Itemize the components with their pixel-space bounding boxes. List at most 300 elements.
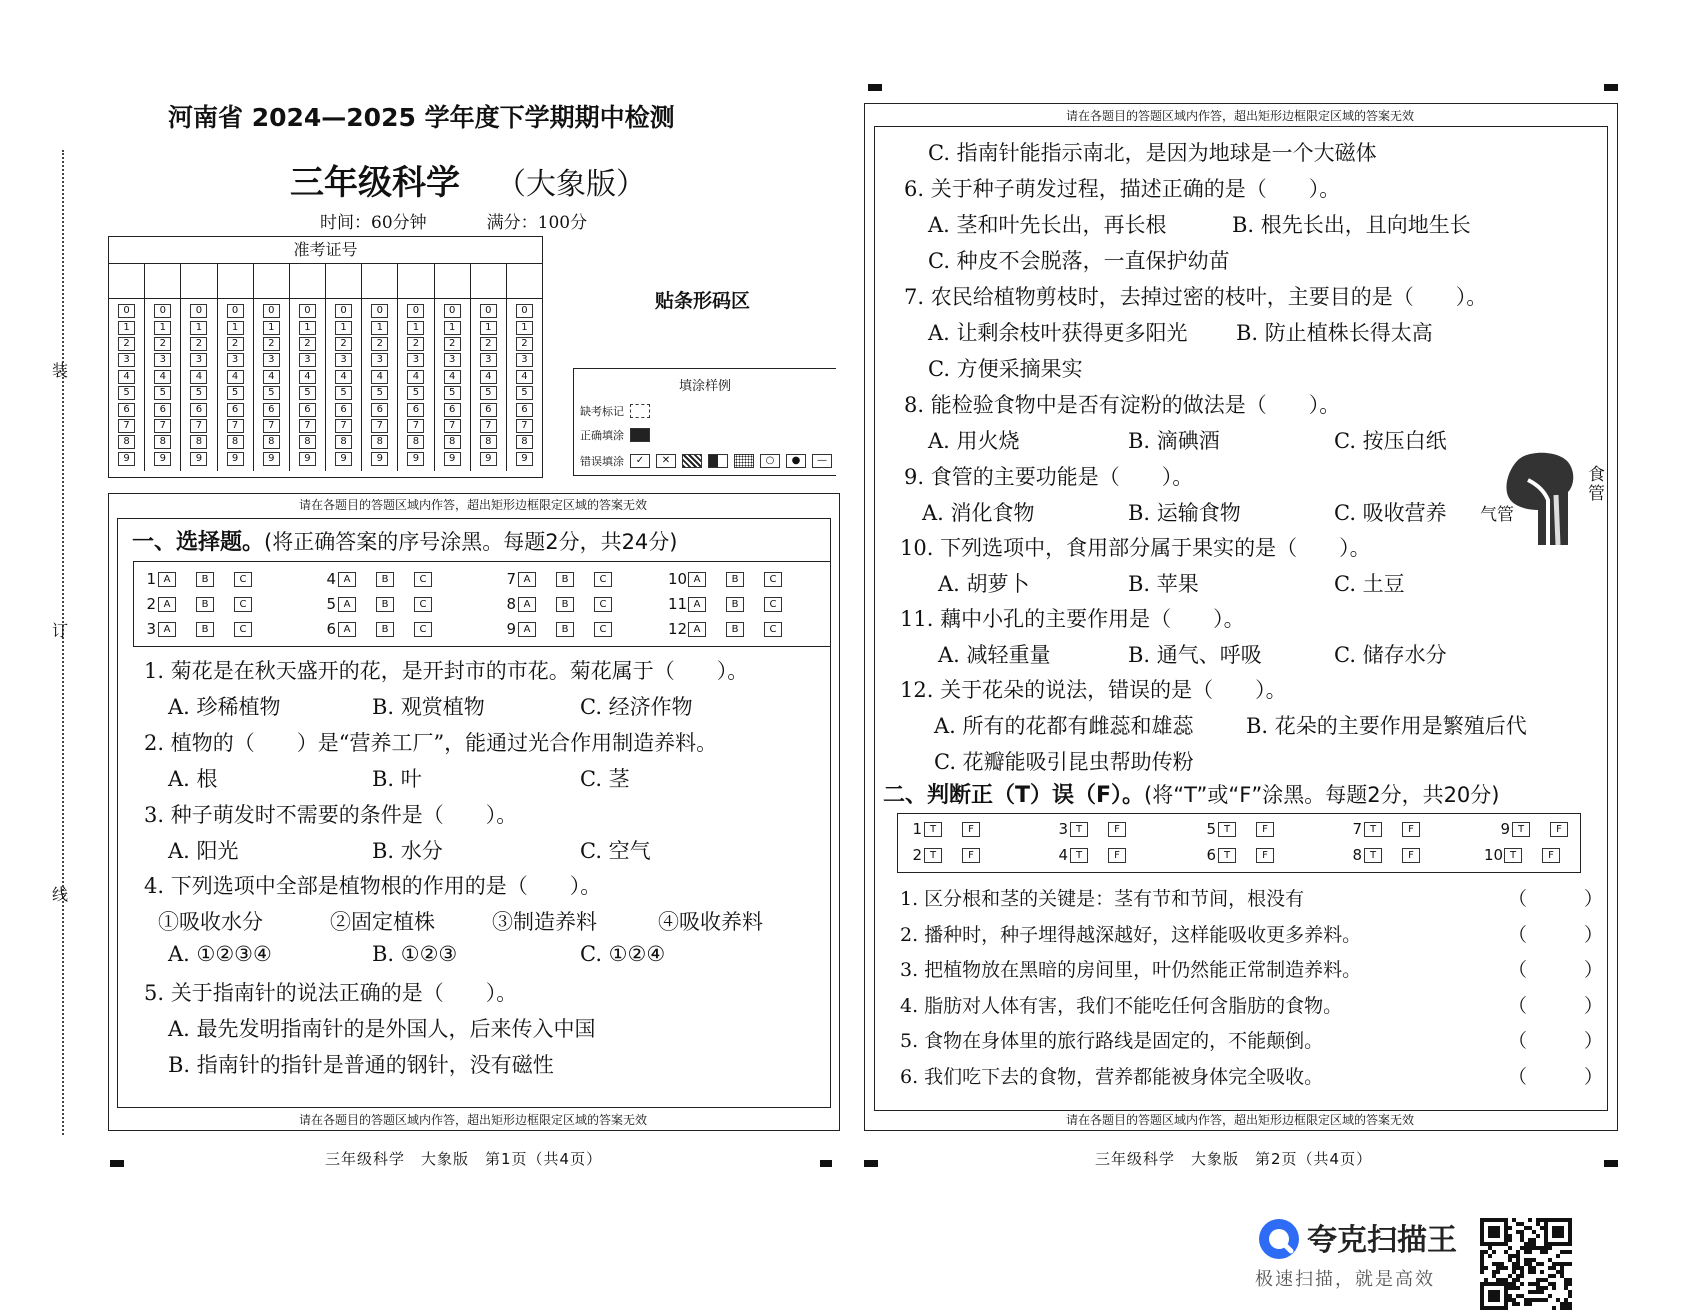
digit-bubble[interactable]: 6 [190, 403, 207, 417]
digit-bubble[interactable]: 8 [371, 435, 388, 449]
answer-bubble[interactable]: B [196, 572, 214, 587]
fill-sample-title: 填涂样例 [678, 379, 731, 394]
digit-bubble[interactable]: 6 [263, 403, 280, 417]
digit-bubble[interactable]: 5 [371, 386, 388, 400]
digit-bubble[interactable]: 1 [480, 321, 497, 335]
digit-bubble[interactable]: 7 [118, 419, 135, 433]
digit-bubble[interactable]: 0 [299, 304, 316, 318]
digit-bubble[interactable]: 3 [516, 353, 533, 367]
wrong-fill-dotted [734, 454, 754, 468]
digit-bubble[interactable]: 7 [444, 419, 461, 433]
answer-bubble[interactable]: C [594, 572, 612, 587]
digit-bubble[interactable]: 8 [335, 435, 352, 449]
answer-bubble[interactable]: A [158, 572, 176, 587]
digit-bubble[interactable]: 2 [335, 337, 352, 351]
digit-bubble[interactable]: 7 [299, 419, 316, 433]
full-score: 满分：100分 [486, 213, 588, 233]
tf-statement-6: 6. 我们吃下去的食物，营养都能被身体完全吸收。 [900, 1065, 1324, 1088]
digit-bubble[interactable]: 4 [190, 370, 207, 384]
exam-number-cell[interactable] [362, 264, 398, 298]
option[interactable]: C. 储存水分 [1334, 643, 1447, 667]
digit-bubble[interactable]: 1 [190, 321, 207, 335]
exam-number-cell[interactable] [181, 264, 217, 298]
answer-number: 1 [146, 570, 156, 588]
section2-instruction: (将“T”或“F”涂黑。每题2分，共20分) [1144, 783, 1500, 807]
exam-number-column [507, 299, 542, 471]
answer-bubble[interactable]: C [414, 597, 432, 612]
section1-heading [132, 525, 677, 556]
answer-row [138, 595, 272, 613]
digit-bubble[interactable]: 5 [118, 386, 135, 400]
tf-answer-bubble[interactable]: F [1108, 848, 1126, 863]
exam-number-column [254, 299, 290, 471]
answer-bubble[interactable]: B [196, 597, 214, 612]
tf-answer-bubble[interactable]: F [1550, 822, 1568, 837]
digit-bubble[interactable]: 8 [263, 435, 280, 449]
digit-bubble[interactable]: 9 [480, 452, 497, 466]
option[interactable]: A. 消化食物 [922, 501, 1035, 525]
digit-bubble[interactable]: 1 [227, 321, 244, 335]
digit-bubble[interactable]: 2 [118, 337, 135, 351]
digit-bubble[interactable]: 8 [299, 435, 316, 449]
wrong-fill-dot: ● [786, 454, 806, 468]
digit-bubble[interactable]: 6 [335, 403, 352, 417]
option[interactable]: C. 茎 [580, 767, 630, 791]
answer-bubble[interactable]: C [594, 597, 612, 612]
exam-number-column [471, 299, 507, 471]
digit-bubble[interactable]: 6 [371, 403, 388, 417]
digit-bubble[interactable]: 8 [480, 435, 497, 449]
question-7: 7. 农民给植物剪枝时，去掉过密的枝叶，主要目的是（ ）。 [904, 285, 1488, 309]
option[interactable]: B. 根先长出，且向地生长 [1232, 213, 1471, 237]
digit-bubble[interactable]: 2 [444, 337, 461, 351]
registration-mark [1604, 84, 1618, 91]
digit-bubble[interactable]: 3 [118, 353, 135, 367]
option[interactable]: A. 根 [168, 767, 218, 791]
scanner-logo-icon [1255, 1215, 1303, 1263]
digit-bubble[interactable]: 1 [407, 321, 424, 335]
tf-answer-bubble[interactable]: F [1108, 822, 1126, 837]
digit-bubble[interactable]: 9 [154, 452, 171, 466]
digit-bubble[interactable]: 7 [263, 419, 280, 433]
absent-mark-row [580, 403, 650, 419]
answer-bubble[interactable]: A [338, 622, 356, 637]
digit-bubble[interactable]: 4 [154, 370, 171, 384]
digit-bubble[interactable]: 7 [516, 419, 533, 433]
tf-answer-number: 3 [1058, 820, 1068, 838]
digit-bubble[interactable]: 5 [480, 386, 497, 400]
section1-title: 一、选择题。 [132, 530, 265, 555]
option[interactable]: B. 运输食物 [1128, 501, 1241, 525]
option[interactable]: A. 用火烧 [928, 429, 1020, 453]
digit-bubble[interactable]: 7 [154, 419, 171, 433]
digit-bubble[interactable]: 8 [444, 435, 461, 449]
digit-bubble[interactable]: 7 [407, 419, 424, 433]
correct-fill-row [580, 427, 650, 443]
answer-bubble[interactable]: A [338, 572, 356, 587]
section1-instruction: (将正确答案的序号涂黑。每题2分，共24分) [264, 530, 678, 554]
digit-bubble[interactable]: 3 [190, 353, 207, 367]
tf-answer-bubble[interactable]: T [1364, 822, 1382, 837]
answer-bubble[interactable]: C [414, 622, 432, 637]
answer-row [498, 620, 632, 638]
tf-answer-bubble[interactable]: T [1070, 848, 1088, 863]
absent-mark-label: 缺考标记 [580, 405, 624, 418]
answer-number: 3 [146, 620, 156, 638]
tf-answer-bubble[interactable]: F [1542, 848, 1560, 863]
digit-bubble[interactable]: 1 [118, 321, 135, 335]
answer-bubble[interactable]: B [376, 572, 394, 587]
option[interactable]: A. 让剩余枝叶获得更多阳光 [928, 321, 1188, 345]
digit-bubble[interactable]: 8 [407, 435, 424, 449]
digit-bubble[interactable]: 6 [118, 403, 135, 417]
option[interactable]: C. 指南针能指示南北，是因为地球是一个大磁体 [928, 141, 1377, 165]
digit-bubble[interactable]: 0 [407, 304, 424, 318]
digit-bubble[interactable]: 5 [263, 386, 280, 400]
digit-bubble[interactable]: 4 [407, 370, 424, 384]
answer-number: 7 [506, 570, 516, 588]
option[interactable]: A. 茎和叶先长出，再长根 [928, 213, 1167, 237]
fill-sample-box [573, 368, 836, 476]
tf-answer-bubble[interactable]: T [924, 848, 942, 863]
digit-bubble[interactable]: 2 [263, 337, 280, 351]
tf-answer-bubble[interactable]: F [1256, 848, 1274, 863]
exam-number-bubbles [109, 299, 542, 471]
option[interactable]: A. ①②③④ [168, 942, 272, 966]
digit-bubble[interactable]: 1 [371, 321, 388, 335]
digit-bubble[interactable]: 9 [407, 452, 424, 466]
answer-bubble[interactable]: A [518, 597, 536, 612]
answer-number: 11 [668, 595, 688, 613]
digit-bubble[interactable]: 4 [299, 370, 316, 384]
binding-mark-ding: 订 [52, 621, 69, 640]
answer-bubble[interactable]: C [594, 622, 612, 637]
option[interactable]: C. 方便采摘果实 [928, 357, 1083, 381]
answer-row [318, 570, 452, 588]
digit-bubble[interactable]: 0 [516, 304, 533, 318]
answer-bubble[interactable]: A [688, 572, 706, 587]
answer-bubble[interactable]: B [556, 597, 574, 612]
answer-bubble[interactable]: C [234, 622, 252, 637]
digit-bubble[interactable]: 4 [444, 370, 461, 384]
option[interactable]: C. 土豆 [1334, 572, 1405, 596]
tf-answer-row [1050, 820, 1146, 838]
tf-answer-blank[interactable]: （ ） [1508, 994, 1604, 1017]
exam-number-cell[interactable] [145, 264, 181, 298]
digit-bubble[interactable]: 0 [480, 304, 497, 318]
exam-number-cell[interactable] [218, 264, 254, 298]
option[interactable]: B. 观赏植物 [372, 695, 485, 719]
digit-bubble[interactable]: 6 [516, 403, 533, 417]
option[interactable]: C. 吸收营养 [1334, 501, 1447, 525]
digit-bubble[interactable]: 3 [371, 353, 388, 367]
answer-bubble[interactable]: B [556, 622, 574, 637]
digit-bubble[interactable]: 5 [516, 386, 533, 400]
exam-number-cell[interactable] [398, 264, 434, 298]
tf-answer-bubble[interactable]: T [1070, 822, 1088, 837]
digit-bubble[interactable]: 9 [118, 452, 135, 466]
digit-bubble[interactable]: 4 [227, 370, 244, 384]
answer-bubble[interactable]: C [234, 572, 252, 587]
digit-bubble[interactable]: 4 [371, 370, 388, 384]
digit-bubble[interactable]: 0 [190, 304, 207, 318]
option[interactable]: B. 指南针的指针是普通的钢针，没有磁性 [168, 1053, 554, 1077]
question-1: 1. 菊花是在秋天盛开的花，是开封市的市花。菊花属于（ ）。 [144, 659, 749, 683]
exam-number-column [362, 299, 398, 471]
answer-bubble[interactable]: C [414, 572, 432, 587]
tf-answer-number: 2 [912, 846, 922, 864]
answer-bubble[interactable]: B [726, 622, 744, 637]
digit-bubble[interactable]: 2 [299, 337, 316, 351]
digit-bubble[interactable]: 9 [263, 452, 280, 466]
answer-bubble[interactable]: A [158, 622, 176, 637]
tf-answer-row [1484, 846, 1580, 864]
digit-bubble[interactable]: 3 [407, 353, 424, 367]
digit-bubble[interactable]: 6 [407, 403, 424, 417]
digit-bubble[interactable]: 5 [299, 386, 316, 400]
digit-bubble[interactable]: 2 [154, 337, 171, 351]
zone-note-top: 请在各题目的答题区域内作答，超出矩形边框限定区域的答案无效 [298, 498, 647, 512]
digit-bubble[interactable]: 1 [154, 321, 171, 335]
tf-answer-bubble[interactable]: T [1218, 822, 1236, 837]
answer-number: 6 [326, 620, 336, 638]
digit-bubble[interactable]: 9 [227, 452, 244, 466]
section2-answer-card [897, 813, 1581, 873]
question-item: ②固定植株 [330, 910, 435, 934]
option[interactable]: B. 苹果 [1128, 572, 1199, 596]
digit-bubble[interactable]: 3 [299, 353, 316, 367]
tf-answer-blank[interactable]: （ ） [1508, 1030, 1604, 1052]
question-item: ④吸收养料 [658, 910, 763, 934]
digit-bubble[interactable]: 8 [227, 435, 244, 449]
digit-bubble[interactable]: 6 [444, 403, 461, 417]
tf-answer-bubble[interactable]: F [1402, 848, 1420, 863]
option[interactable]: B. 通气、呼吸 [1128, 643, 1262, 667]
tf-answer-row [904, 820, 1000, 838]
answer-bubble[interactable]: A [518, 622, 536, 637]
answer-bubble[interactable]: C [764, 622, 782, 637]
tf-answer-blank[interactable]: （ ） [1508, 1065, 1604, 1088]
question-3: 3. 种子萌发时不需要的条件是（ ）。 [144, 803, 518, 827]
tf-answer-bubble[interactable]: F [962, 848, 980, 863]
digit-bubble[interactable]: 8 [154, 435, 171, 449]
answer-bubble[interactable]: A [338, 597, 356, 612]
digit-bubble[interactable]: 1 [335, 321, 352, 335]
registration-mark [820, 1160, 832, 1167]
exam-number-column [218, 299, 254, 471]
tf-answer-bubble[interactable]: F [962, 822, 980, 837]
option[interactable]: B. 叶 [372, 767, 422, 791]
digit-bubble[interactable]: 9 [516, 452, 533, 466]
answer-bubble[interactable]: C [764, 597, 782, 612]
option[interactable]: A. 珍稀植物 [168, 695, 281, 719]
tf-answer-bubble[interactable]: F [1402, 822, 1420, 837]
digit-bubble[interactable]: 9 [444, 452, 461, 466]
digit-bubble[interactable]: 2 [407, 337, 424, 351]
option[interactable]: C. 空气 [580, 839, 651, 863]
digit-bubble[interactable]: 0 [154, 304, 171, 318]
digit-bubble[interactable]: 9 [299, 452, 316, 466]
answer-bubble[interactable]: A [518, 572, 536, 587]
answer-number: 9 [506, 620, 516, 638]
digit-bubble[interactable]: 6 [154, 403, 171, 417]
tf-answer-number: 8 [1352, 846, 1362, 864]
digit-bubble[interactable]: 1 [299, 321, 316, 335]
exam-number-column [398, 299, 434, 471]
answer-bubble[interactable]: A [158, 597, 176, 612]
digit-bubble[interactable]: 2 [190, 337, 207, 351]
absent-mark-box[interactable] [630, 404, 650, 418]
digit-bubble[interactable]: 4 [118, 370, 135, 384]
tf-answer-bubble[interactable]: F [1256, 822, 1274, 837]
digit-bubble[interactable]: 5 [444, 386, 461, 400]
digit-bubble[interactable]: 4 [335, 370, 352, 384]
digit-bubble[interactable]: 8 [118, 435, 135, 449]
option[interactable]: B. 花朵的主要作用是繁殖后代 [1246, 714, 1527, 738]
digit-bubble[interactable]: 2 [516, 337, 533, 351]
digit-bubble[interactable]: 5 [190, 386, 207, 400]
tf-answer-number: 6 [1206, 846, 1216, 864]
digit-bubble[interactable]: 0 [227, 304, 244, 318]
digit-bubble[interactable]: 0 [335, 304, 352, 318]
exam-number-cell[interactable] [326, 264, 362, 298]
answer-bubble[interactable]: A [688, 622, 706, 637]
answer-bubble[interactable]: C [234, 597, 252, 612]
tf-answer-row [1344, 820, 1440, 838]
digit-bubble[interactable]: 3 [444, 353, 461, 367]
digit-bubble[interactable]: 1 [444, 321, 461, 335]
tf-answer-bubble[interactable]: T [924, 822, 942, 837]
option[interactable]: C. ①②④ [580, 942, 666, 966]
answer-bubble[interactable]: B [376, 622, 394, 637]
digit-bubble[interactable]: 3 [480, 353, 497, 367]
option[interactable]: A. 胡萝卜 [938, 572, 1030, 596]
digit-bubble[interactable]: 8 [516, 435, 533, 449]
exam-number-write-cells [109, 264, 542, 299]
correct-fill-example [630, 428, 650, 442]
tf-answer-bubble[interactable]: T [1512, 822, 1530, 837]
digit-bubble[interactable]: 5 [154, 386, 171, 400]
section2-heading [883, 778, 1499, 809]
tf-answer-blank[interactable]: （ ） [1508, 959, 1604, 981]
digit-bubble[interactable]: 7 [371, 419, 388, 433]
digit-bubble[interactable]: 6 [299, 403, 316, 417]
digit-bubble[interactable]: 9 [190, 452, 207, 466]
exam-number-cell[interactable] [435, 264, 471, 298]
answer-bubble[interactable]: B [726, 597, 744, 612]
digit-bubble[interactable]: 6 [480, 403, 497, 417]
option[interactable]: A. 减轻重量 [938, 643, 1051, 667]
digit-bubble[interactable]: 5 [335, 386, 352, 400]
digit-bubble[interactable]: 0 [118, 304, 135, 318]
time-score-line [320, 208, 647, 233]
exam-number-cell[interactable] [290, 264, 326, 298]
digit-bubble[interactable]: 3 [154, 353, 171, 367]
option[interactable]: B. 水分 [372, 839, 443, 863]
answer-bubble[interactable]: C [764, 572, 782, 587]
digit-bubble[interactable]: 5 [227, 386, 244, 400]
answer-bubble[interactable]: B [196, 622, 214, 637]
digit-bubble[interactable]: 0 [444, 304, 461, 318]
option[interactable]: C. 花瓣能吸引昆虫帮助传粉 [934, 750, 1194, 774]
exam-number-cell[interactable] [507, 264, 542, 298]
exam-number-cell[interactable] [471, 264, 507, 298]
digit-bubble[interactable]: 4 [480, 370, 497, 384]
qr-code-icon[interactable] [1480, 1218, 1572, 1310]
digit-bubble[interactable]: 3 [227, 353, 244, 367]
option[interactable]: A. 所有的花都有雌蕊和雄蕊 [934, 714, 1194, 738]
tf-answer-bubble[interactable]: T [1218, 848, 1236, 863]
digit-bubble[interactable]: 7 [190, 419, 207, 433]
tf-answer-number: 5 [1206, 820, 1216, 838]
digit-bubble[interactable]: 2 [371, 337, 388, 351]
zone-note-bottom: 请在各题目的答题区域内作答，超出矩形边框限定区域的答案无效 [298, 1113, 647, 1127]
tf-answer-number: 4 [1058, 846, 1068, 864]
digit-bubble[interactable]: 2 [227, 337, 244, 351]
answer-number: 4 [326, 570, 336, 588]
digit-bubble[interactable]: 4 [263, 370, 280, 384]
wrong-fill-circle: ○ [760, 454, 780, 468]
answer-row [668, 595, 802, 613]
digit-bubble[interactable]: 2 [480, 337, 497, 351]
answer-bubble[interactable]: B [726, 572, 744, 587]
option[interactable]: C. 按压白纸 [1334, 429, 1447, 453]
option[interactable]: A. 阳光 [168, 839, 239, 863]
digit-bubble[interactable]: 4 [516, 370, 533, 384]
option[interactable]: C. 经济作物 [580, 695, 693, 719]
tf-answer-number: 7 [1352, 820, 1362, 838]
exam-number-cell[interactable] [109, 264, 145, 298]
tf-answer-bubble[interactable]: T [1504, 848, 1522, 863]
option[interactable]: B. 防止植株长得太高 [1236, 321, 1433, 345]
digit-bubble[interactable]: 5 [407, 386, 424, 400]
digit-bubble[interactable]: 9 [371, 452, 388, 466]
answer-bubble[interactable]: A [688, 597, 706, 612]
wrong-fill-half [708, 454, 728, 468]
digit-bubble[interactable]: 3 [335, 353, 352, 367]
question-5: 5. 关于指南针的说法正确的是（ ）。 [144, 981, 518, 1005]
answer-bubble[interactable]: B [376, 597, 394, 612]
answer-bubble[interactable]: B [556, 572, 574, 587]
wrong-fill-scribble [682, 454, 702, 468]
digit-bubble[interactable]: 6 [227, 403, 244, 417]
scanner-brand-name: 夸克扫描王 [1307, 1223, 1457, 1258]
digit-bubble[interactable]: 0 [371, 304, 388, 318]
tf-answer-blank[interactable]: （ ） [1508, 923, 1604, 946]
digit-bubble[interactable]: 7 [335, 419, 352, 433]
question-8: 8. 能检验食物中是否有淀粉的做法是（ ）。 [904, 393, 1341, 417]
answer-row [668, 570, 802, 588]
digit-bubble[interactable]: 9 [335, 452, 352, 466]
exam-number-cell[interactable] [254, 264, 290, 298]
tf-answer-row [1050, 846, 1146, 864]
option[interactable]: C. 种皮不会脱落，一直保护幼苗 [928, 249, 1230, 273]
tf-answer-blank[interactable]: （ ） [1508, 888, 1604, 910]
digit-bubble[interactable]: 1 [516, 321, 533, 335]
tf-answer-bubble[interactable]: T [1364, 848, 1382, 863]
answer-row [668, 620, 802, 638]
digit-bubble[interactable]: 7 [227, 419, 244, 433]
digit-bubble[interactable]: 1 [263, 321, 280, 335]
option[interactable]: B. ①②③ [372, 942, 458, 966]
digit-bubble[interactable]: 8 [190, 435, 207, 449]
digit-bubble[interactable]: 3 [263, 353, 280, 367]
option[interactable]: B. 滴碘酒 [1128, 429, 1220, 453]
digit-bubble[interactable]: 7 [480, 419, 497, 433]
tf-answer-row [1492, 820, 1588, 838]
option[interactable]: A. 最先发明指南针的是外国人，后来传入中国 [168, 1017, 596, 1041]
digit-bubble[interactable]: 0 [263, 304, 280, 318]
